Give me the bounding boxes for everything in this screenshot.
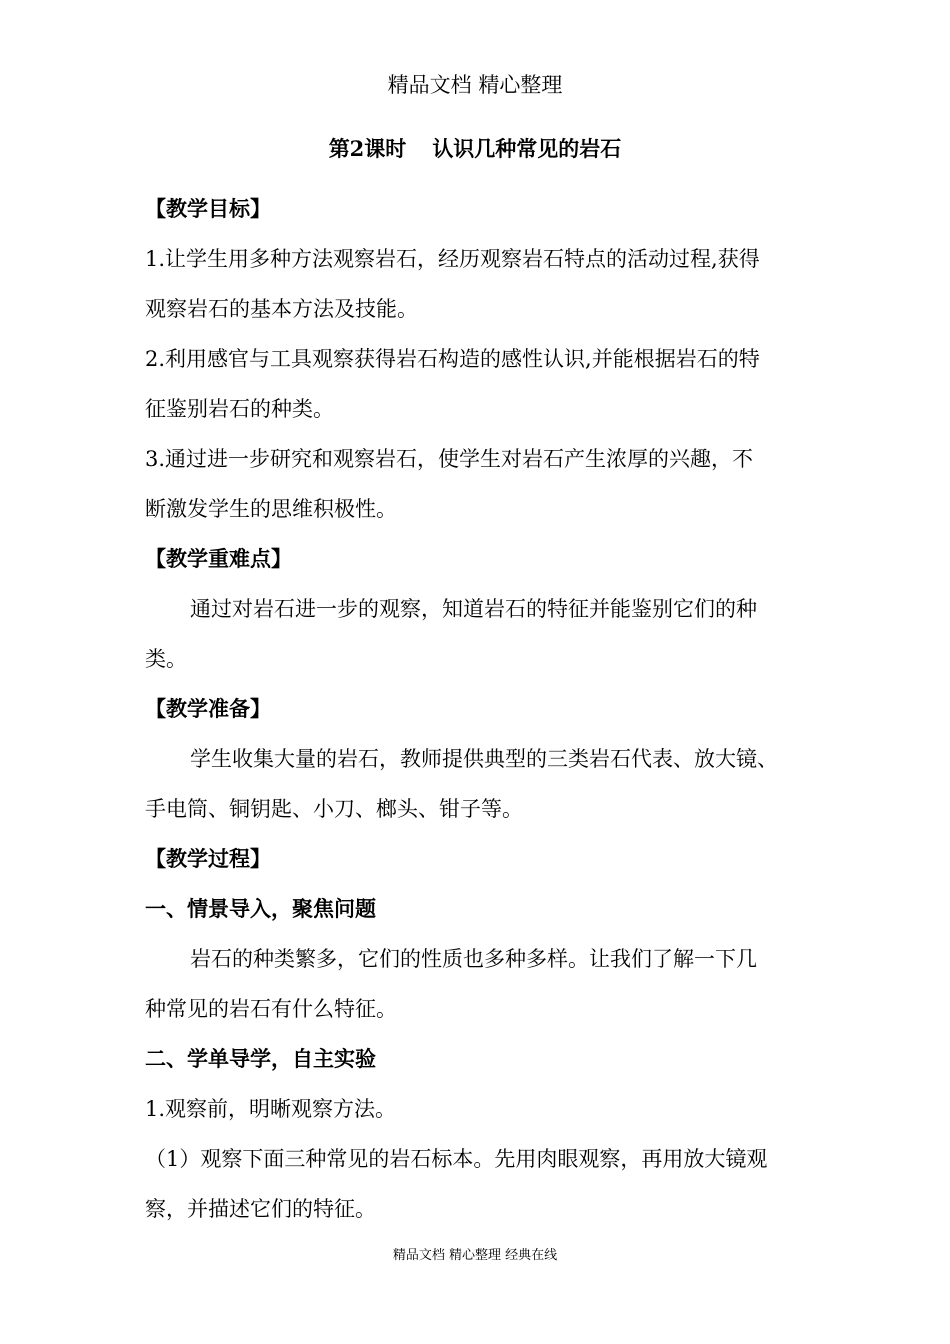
paragraph-line: 征鉴别岩石的种类。 [145, 397, 334, 421]
section-heading: 一、情景导入，聚焦问题 [145, 896, 376, 921]
section-heading: 二、学单导学，自主实验 [145, 1046, 376, 1071]
lesson-number: 第2课时 [328, 136, 407, 161]
section-heading: 【教学重难点】 [145, 546, 292, 571]
paragraph-line: （1）观察下面三种常见的岩石标本。先用肉眼观察，再用放大镜观 [145, 1147, 768, 1171]
paragraph-line: 手电筒、铜钥匙、小刀、榔头、钳子等。 [145, 797, 523, 821]
paragraph-line: 学生收集大量的岩石，教师提供典型的三类岩石代表、放大镜、 [190, 747, 778, 771]
page-header: 精品文档 精心整理 [387, 73, 563, 97]
paragraph-line: 察，并描述它们的特征。 [145, 1197, 376, 1221]
paragraph-line: 岩石的种类繁多，它们的性质也多种多样。让我们了解一下几 [190, 947, 757, 971]
page-footer: 精品文档 精心整理 经典在线 [392, 1248, 558, 1263]
document-body [145, 184, 817, 1234]
paragraph-line: 1.让学生用多种方法观察岩石，经历观察岩石特点的活动过程,获得 [145, 247, 760, 271]
paragraph-line: 观察岩石的基本方法及技能。 [145, 297, 418, 321]
paragraph-line: 1.观察前，明晰观察方法。 [145, 1097, 397, 1121]
lesson-topic: 认识几种常见的岩石 [432, 136, 622, 161]
paragraph-line: 3.通过进一步研究和观察岩石，使学生对岩石产生浓厚的兴趣，不 [145, 447, 754, 471]
paragraph-line: 类。 [145, 647, 187, 671]
lesson-title [0, 134, 950, 164]
section-heading: 【教学目标】 [145, 196, 271, 221]
paragraph-line: 种常见的岩石有什么特征。 [145, 997, 397, 1021]
paragraph-line: 通过对岩石进一步的观察，知道岩石的特征并能鉴别它们的种 [190, 597, 757, 621]
section-heading: 【教学准备】 [145, 696, 271, 721]
paragraph-line: 断激发学生的思维积极性。 [145, 497, 397, 521]
section-heading: 【教学过程】 [145, 846, 271, 871]
paragraph-line: 2.利用感官与工具观察获得岩石构造的感性认识,并能根据岩石的特 [145, 347, 760, 371]
